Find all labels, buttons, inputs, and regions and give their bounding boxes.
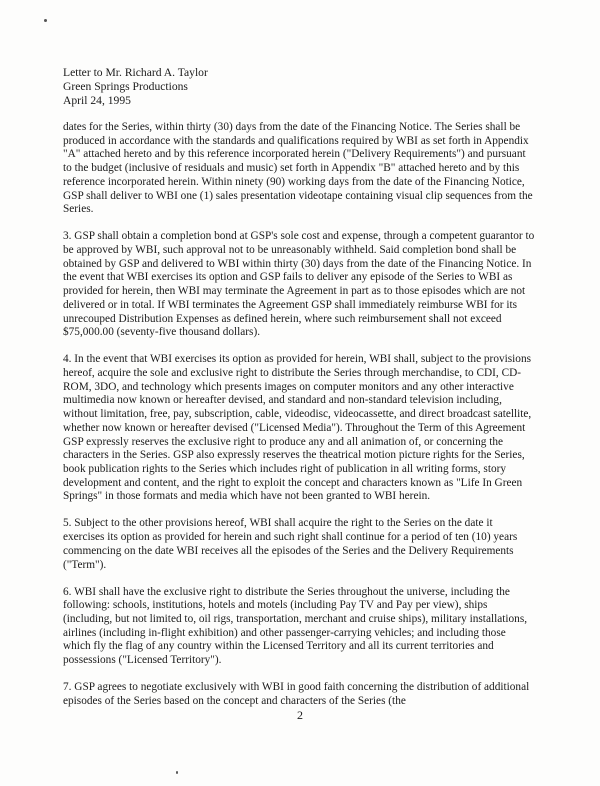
page-number: 2 — [297, 708, 303, 722]
paragraph-3: 3. GSP shall obtain a completion bond at GSP's sole cost and expense, through a competent guarantor to be approved by WBI, such approval not to be unreasonably withheld. Said completion bond shall be obtained by GSP and delivered to WBI within thirty (30) days from the date of the Financing Notice. In the event that WBI exercises its option and GSP fails to deliver any episode of the Series to WBI as provided for herein, then WBI may terminate the Agreement in part as to those episodes which are not delivered or in total. If WBI terminates the Agreement GSP shall immediately reimburse WBI for its unrecouped Distribution Expenses as defined herein, where such reimbursement shall not exceed $75,000.00 (seventy-five thousand dollars). — [63, 230, 535, 339]
paragraph-7: 7. GSP agrees to negotiate exclusively with WBI in good faith concerning the distribution of additional episodes of the Series based on the concept and characters of the Series (the — [63, 681, 530, 707]
scan-speck — [176, 771, 178, 774]
letter-body — [63, 121, 535, 722]
paragraph-5: 5. Subject to the other provisions hereof, WBI shall acquire the right to the Series on the date it exercises its option as provided for herein and such right shall continue for a period of ten (10) years commencing on the date WBI receives all the episodes of the Series and the Delivery Requirements ("Term"). — [63, 517, 518, 571]
letter-header — [63, 66, 208, 109]
paragraph-4: 4. In the event that WBI exercises its option as provided for herein, WBI shall, subject to the provisions hereof, acquire the sole and exclusive right to distribute the Series through merchandise, to CDI, CD-ROM, 3DO, and technology which presents images on computer monitors and any other interactive multimedia now known or hereafter devised, and standard and non-standard television including, without limitation, free, pay, subscription, cable, videodisc, videocassette, and direct broadcast satellite, whether now known or hereafter devised ("Licensed Media"). Throughout the Term of this Agreement GSP expressly reserves the exclusive right to produce any and all animation of, or concerning the characters in the Series. GSP also expressly reserves the theatrical motion picture rights for the Series, book publication rights to the Series which includes right of publication in all writing forms, story development and content, and the right to exploit the concept and characters known as "Life In Green Springs" in those formats and media which have not been granted to WBI herein. — [63, 353, 532, 503]
date-line: April 24, 1995 — [63, 94, 131, 108]
paragraph-6: 6. WBI shall have the exclusive right to distribute the Series throughout the universe, including the following: schools, institutions, hotels and motels (including Pay TV and Pay per view), ships (including, but not limited to, oil rigs, transportation, merchant and cruise ships), military installations, airlines (including in-flight exhibition) and other passenger-carrying vehicles; and including those which fly the flag of any country within the Licensed Territory and all its current territories and possessions ("Licensed Territory"). — [63, 585, 528, 667]
recipient-line: Letter to Mr. Richard A. Taylor — [63, 66, 208, 79]
paragraph-continuation: dates for the Series, within thirty (30) days from the date of the Financing Notice. The Series shall be produced in accordance with the standards and qualifications required by WBI as set forth in Appendix "A" attached hereto and by this reference incorporated herein ("Delivery Requirements") and pursuant to the budget (inclusive of residuals and music) set forth in Appendix "B" attached hereto and by this reference incorporated herein. Within ninety (90) working days from the date of the Financing Notice, GSP shall deliver to WBI one (1) sales presentation videotape containing visual clip sequences from the Series. — [63, 121, 533, 216]
scan-speck — [44, 19, 47, 22]
company-line: Green Springs Productions — [63, 80, 188, 94]
